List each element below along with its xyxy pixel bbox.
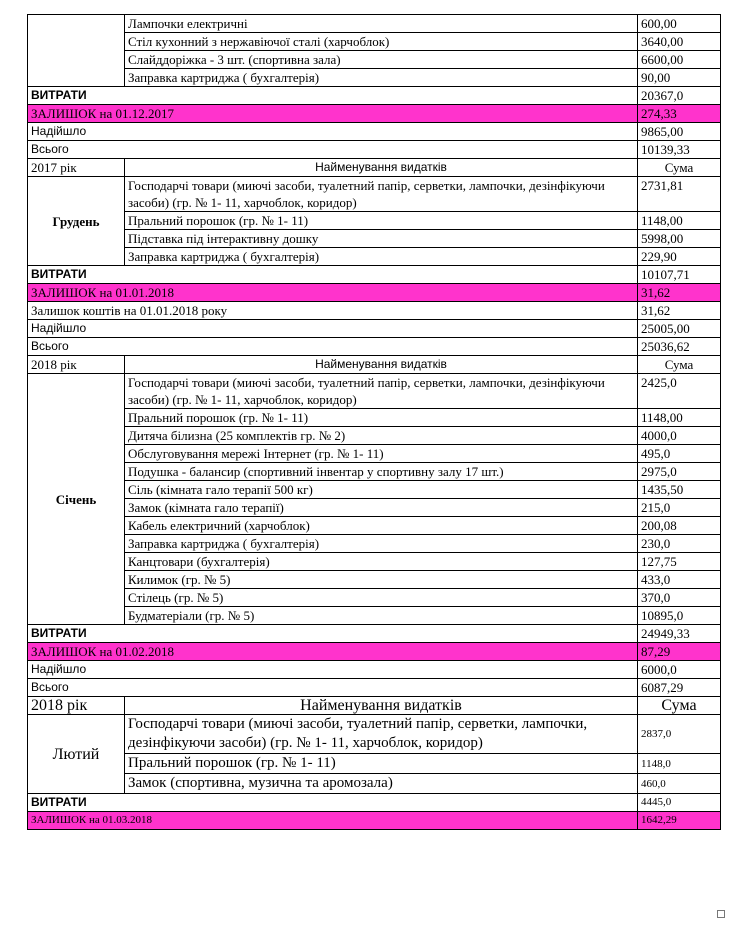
item-name: Заправка картриджа ( бухгалтерія)	[125, 248, 638, 266]
header-name: Найменування видатків	[125, 697, 638, 715]
item-name: Пральний порошок (гр. № 1- 11)	[125, 409, 638, 427]
table-row	[28, 535, 721, 553]
expenses-label: ВИТРАТИ	[28, 87, 638, 105]
table-row	[28, 445, 721, 463]
table-row	[28, 177, 721, 212]
item-amount: 10895,0	[638, 607, 721, 625]
table-row	[28, 33, 721, 51]
table-row	[28, 499, 721, 517]
month-cell: Лютий	[28, 715, 125, 794]
item-name: Замок (спортивна, музична та аромозала)	[125, 774, 638, 794]
table-row	[28, 607, 721, 625]
month-cell: Грудень	[28, 177, 125, 266]
header-name: Найменування видатків	[125, 356, 638, 374]
received-row	[28, 661, 721, 679]
header-sum: Сума	[638, 697, 721, 715]
expenses-amount: 20367,0	[638, 87, 721, 105]
table-row	[28, 589, 721, 607]
received-label: Надійшло	[28, 661, 638, 679]
item-amount: 6600,00	[638, 51, 721, 69]
table-row	[28, 715, 721, 754]
balance-amount: 31,62	[638, 284, 721, 302]
year-cell: 2018 рік	[28, 356, 125, 374]
total-amount: 6087,29	[638, 679, 721, 697]
item-name: Стілець (гр. № 5)	[125, 589, 638, 607]
total-row	[28, 141, 721, 159]
expenses-label: ВИТРАТИ	[28, 625, 638, 643]
header-name: Найменування видатків	[125, 159, 638, 177]
header-row	[28, 159, 721, 177]
item-amount: 4000,0	[638, 427, 721, 445]
item-amount: 1435,50	[638, 481, 721, 499]
item-name: Господарчі товари (миючі засоби, туалетний папір, серветки, лампочки, дезінфікуючи засоби) (гр. № 1- 11, харчоблок, коридор)	[125, 177, 638, 212]
expense-table	[27, 14, 721, 830]
expenses-amount: 10107,71	[638, 266, 721, 284]
received-amount: 6000,0	[638, 661, 721, 679]
expenses-row	[28, 794, 721, 812]
table-row	[28, 774, 721, 794]
item-name: Килимок (гр. № 5)	[125, 571, 638, 589]
item-name: Лампочки електричні	[125, 15, 638, 33]
item-amount: 90,00	[638, 69, 721, 87]
received-row	[28, 320, 721, 338]
item-amount: 460,0	[638, 774, 721, 794]
item-amount: 2425,0	[638, 374, 721, 409]
item-name: Господарчі товари (миючі засоби, туалетний папір, серветки, лампочки, дезінфікуючи засоби) (гр. № 1- 11, харчоблок, коридор)	[125, 374, 638, 409]
table-row	[28, 15, 721, 33]
resize-handle[interactable]	[717, 910, 725, 918]
balance-row	[28, 812, 721, 830]
item-amount: 127,75	[638, 553, 721, 571]
total-row	[28, 679, 721, 697]
item-name: Слайддоріжка - 3 шт. (спортивна зала)	[125, 51, 638, 69]
item-name: Канцтовари (бухгалтерія)	[125, 553, 638, 571]
total-row	[28, 338, 721, 356]
month-cell: Січень	[28, 374, 125, 625]
item-name: Стіл кухонний з нержавіючої сталі (харчоблок)	[125, 33, 638, 51]
received-label: Надійшло	[28, 123, 638, 141]
item-name: Замок (кімната гало терапії)	[125, 499, 638, 517]
expense-report-sheet	[27, 14, 720, 830]
balance-label: ЗАЛИШОК на 01.03.2018	[28, 812, 638, 830]
expenses-label: ВИТРАТИ	[28, 794, 638, 812]
table-row	[28, 427, 721, 445]
item-name: Господарчі товари (миючі засоби, туалетний папір, серветки, лампочки, дезінфікуючи засоби) (гр. № 1- 11, харчоблок, коридор)	[125, 715, 638, 754]
received-row	[28, 123, 721, 141]
expenses-row	[28, 625, 721, 643]
year-cell: 2018 рік	[28, 697, 125, 715]
balance-amount: 1642,29	[638, 812, 721, 830]
item-amount: 2837,0	[638, 715, 721, 754]
item-amount: 370,0	[638, 589, 721, 607]
balance-label: ЗАЛИШОК на 01.01.2018	[28, 284, 638, 302]
balance-funds-label: Залишок коштів на 01.01.2018 року	[28, 302, 638, 320]
expenses-row	[28, 266, 721, 284]
header-row	[28, 356, 721, 374]
item-amount: 229,90	[638, 248, 721, 266]
item-amount: 600,00	[638, 15, 721, 33]
item-amount: 1148,00	[638, 409, 721, 427]
item-name: Пральний порошок (гр. № 1- 11)	[125, 212, 638, 230]
table-row	[28, 248, 721, 266]
item-amount: 2975,0	[638, 463, 721, 481]
balance-funds-amount: 31,62	[638, 302, 721, 320]
balance-funds-row	[28, 302, 721, 320]
item-name: Підставка під інтерактивну дошку	[125, 230, 638, 248]
total-label: Всього	[28, 679, 638, 697]
expenses-row	[28, 87, 721, 105]
item-amount: 495,0	[638, 445, 721, 463]
total-label: Всього	[28, 141, 638, 159]
header-row	[28, 697, 721, 715]
received-amount: 9865,00	[638, 123, 721, 141]
table-row	[28, 571, 721, 589]
expense-table-body	[28, 15, 721, 830]
expenses-amount: 4445,0	[638, 794, 721, 812]
table-row	[28, 553, 721, 571]
balance-row	[28, 284, 721, 302]
balance-row	[28, 105, 721, 123]
item-name: Пральний порошок (гр. № 1- 11)	[125, 754, 638, 774]
expenses-label: ВИТРАТИ	[28, 266, 638, 284]
item-amount: 2731,81	[638, 177, 721, 212]
item-name: Подушка - балансир (спортивний інвентар у спортивну залу 17 шт.)	[125, 463, 638, 481]
expenses-amount: 24949,33	[638, 625, 721, 643]
item-amount: 215,0	[638, 499, 721, 517]
item-name: Обслуговування мережі Інтернет (гр. № 1- 11)	[125, 445, 638, 463]
balance-amount: 87,29	[638, 643, 721, 661]
balance-label: ЗАЛИШОК на 01.12.2017	[28, 105, 638, 123]
table-row	[28, 51, 721, 69]
item-name: Кабель електричний (харчоблок)	[125, 517, 638, 535]
table-row	[28, 517, 721, 535]
item-name: Сіль (кімната гало терапії 500 кг)	[125, 481, 638, 499]
header-sum: Сума	[638, 356, 721, 374]
item-name: Будматеріали (гр. № 5)	[125, 607, 638, 625]
balance-row	[28, 643, 721, 661]
balance-amount: 274,33	[638, 105, 721, 123]
table-row	[28, 409, 721, 427]
received-amount: 25005,00	[638, 320, 721, 338]
table-row	[28, 463, 721, 481]
total-amount: 10139,33	[638, 141, 721, 159]
total-label: Всього	[28, 338, 638, 356]
table-row	[28, 374, 721, 409]
table-row	[28, 754, 721, 774]
item-amount: 200,08	[638, 517, 721, 535]
item-name: Заправка картриджа ( бухгалтерія)	[125, 535, 638, 553]
item-name: Заправка картриджа ( бухгалтерія)	[125, 69, 638, 87]
item-amount: 5998,00	[638, 230, 721, 248]
item-amount: 433,0	[638, 571, 721, 589]
item-amount: 1148,00	[638, 212, 721, 230]
balance-label: ЗАЛИШОК на 01.02.2018	[28, 643, 638, 661]
item-amount: 230,0	[638, 535, 721, 553]
item-amount: 3640,00	[638, 33, 721, 51]
year-cell: 2017 рік	[28, 159, 125, 177]
table-row	[28, 69, 721, 87]
header-sum: Сума	[638, 159, 721, 177]
received-label: Надійшло	[28, 320, 638, 338]
table-row	[28, 230, 721, 248]
item-amount: 1148,0	[638, 754, 721, 774]
table-row	[28, 481, 721, 499]
item-name: Дитяча білизна (25 комплектів гр. № 2)	[125, 427, 638, 445]
table-row	[28, 212, 721, 230]
total-amount: 25036,62	[638, 338, 721, 356]
month-cell-empty	[28, 15, 125, 87]
